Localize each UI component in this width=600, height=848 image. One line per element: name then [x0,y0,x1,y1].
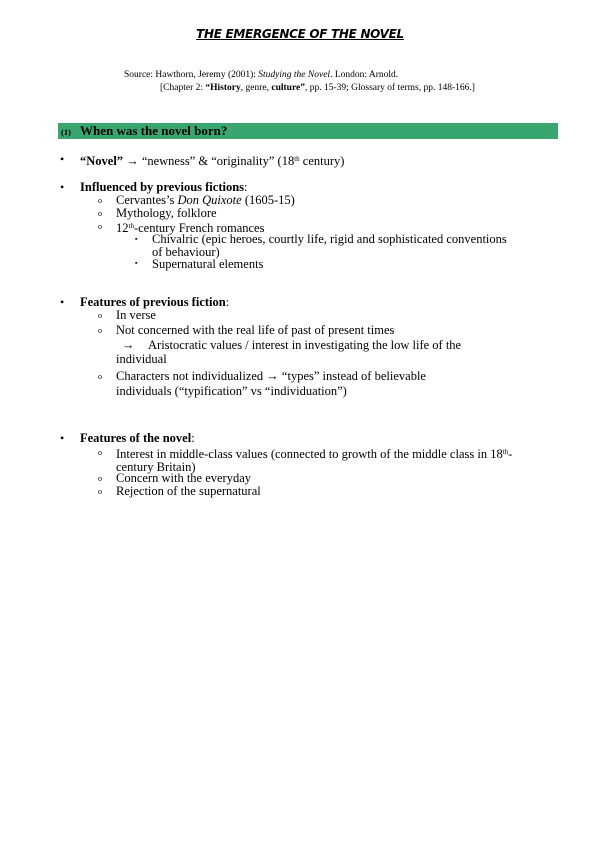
novel-term: “Novel” [80,154,124,168]
bullet-circle-icon: o [98,222,102,231]
chapter-history: History [210,83,241,93]
french-num: 12 [116,221,129,235]
source-suffix: . London: Arnold. [330,70,399,80]
bullet-disc-icon: • [60,180,65,194]
interest-sup: th [502,448,509,456]
novel-definition [80,153,344,168]
bullet-disc-icon: • [60,152,65,166]
section-number: (1) [61,127,71,137]
interest-line-2: century Britain) [116,460,196,474]
bullet-circle-icon: o [98,372,102,381]
french-sup: th [128,222,134,230]
chapter-open: [Chapter 2: [160,83,206,93]
chivalric-line-1: Chivalric (epic heroes, courtly life, rigid and sophisticated conventions [152,232,507,246]
section-heading: When was the novel born? [80,123,228,138]
chapter-culture: culture [271,83,301,93]
cervantes-post: (1605-15) [241,193,295,207]
list-item-supernatural: Supernatural elements [152,257,264,271]
features-novel-label: Features of the novel [80,431,192,445]
list-item-rejection: Rejection of the supernatural [116,484,261,498]
features-novel-heading [80,432,195,445]
list-item-chivalric [152,233,507,259]
bullet-square-icon: ▪ [135,235,138,243]
bullet-circle-icon: o [98,311,102,320]
section-header-bar [58,123,558,139]
source-line-2 [124,82,475,95]
bullet-circle-icon: o [98,487,102,496]
features-prev-colon: : [225,295,230,309]
bullet-circle-icon: o [98,448,102,457]
list-item-mythology: Mythology, folklore [116,206,217,220]
bullet-circle-icon: o [98,196,102,205]
source-prefix: Source: Hawthorn, Jeremy (2001): [124,70,259,80]
bullet-circle-icon: o [98,474,102,483]
interest-dash: - [508,447,513,461]
don-quixote-title: Don Quixote [177,193,242,207]
novel-sup: th [294,155,300,163]
list-item-characters [116,370,426,398]
influenced-colon: : [244,180,248,194]
bullet-circle-icon: o [98,326,102,335]
chivalric-line-2: of behaviour) [152,245,220,259]
influenced-label: Influenced by previous fictions [80,180,245,194]
bullet-square-icon: ▪ [135,259,138,267]
aristocratic-line-2: individual [116,352,167,366]
arrow-icon: → [126,154,139,168]
list-item-everyday: Concern with the everyday [116,471,252,485]
list-item-not-concerned: Not concerned with the real life of past of present times [116,323,395,337]
novel-text: “newness” & “originality” (18 [138,154,295,168]
bullet-circle-icon: o [98,209,102,218]
arrow-icon: → [122,338,135,352]
bullet-disc-icon: • [60,295,65,309]
list-item-middle-class [116,446,566,474]
novel-tail: century) [299,154,345,168]
interest-line-1: Interest in middle-class values (connected to growth of the middle class in 18 [116,447,503,461]
source-citation [124,69,475,95]
french-text: -century French romances [133,221,265,235]
cervantes-pre: Cervantes’s [116,193,178,207]
characters-line-1: Characters not individualized → “types” instead of believable [116,369,426,383]
chapter-mid: , genre, [240,83,272,93]
features-prev-label: Features of previous fiction [80,295,226,309]
source-book-title: Studying the Novel [258,70,331,80]
chapter-quote-close: ” [300,83,305,93]
features-novel-colon: : [191,431,195,445]
list-item-verse: In verse [116,308,156,322]
page-title: THE EMERGENCE OF THE NOVEL [196,27,404,41]
characters-line-2: individuals (“typification” vs “individuation”) [116,384,347,398]
source-line-1 [124,69,475,82]
aristocratic-line-1: Aristocratic values / interest in investigating the low life of the [148,338,462,352]
chapter-rest: , pp. 15-39; Glossary of terms, pp. 148-166.] [304,83,475,93]
chapter-quote-open: “ [205,83,211,93]
bullet-disc-icon: • [60,431,65,445]
